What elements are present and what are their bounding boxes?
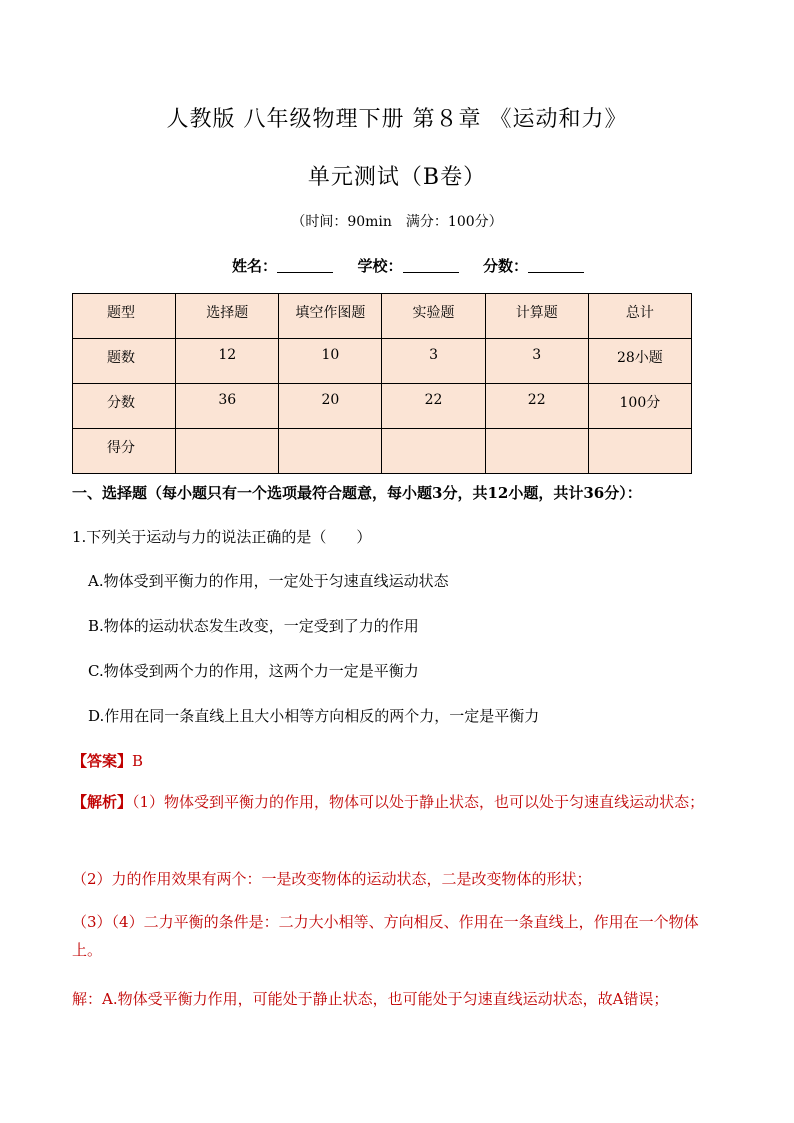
score-table-cell[interactable] [588,429,691,474]
score-table-cell [279,339,382,384]
name-blank[interactable] [277,258,333,273]
score-table-cell-text: 3 [429,347,438,363]
score-table-cell [485,384,588,429]
score-table-cell [588,384,691,429]
analysis-tag: 【解析】 [72,793,133,811]
score-table-cell [588,294,691,339]
document-title: 人教版 八年级物理下册 第８章 《运动和力》 [166,107,628,132]
score-table-cell [382,384,485,429]
analysis-1-text: （1）物体受到平衡力的作用，物体可以处于静止状态，也可以处于匀速直线运动状态； [132,793,705,811]
score-table-cell-text: 12 [218,347,237,363]
score-table-cell-text [279,429,381,437]
score-table-cell-text [382,429,484,437]
score-table-cell [73,384,176,429]
score-table-cell [176,339,279,384]
solution-1: 解：A.物体受平衡力作用，可能处于静止状态，也可能处于匀速直线运动状态，故A错误； [72,990,669,1008]
score-table-row [73,339,692,384]
score-table-cell-text: 计算题 [515,305,558,321]
student-info-fields [232,255,584,276]
answer-value: B [132,752,144,770]
score-table-cell [176,384,279,429]
score-label: 分数： [482,257,528,275]
document-subtitle: 单元测试（B卷） [307,165,487,190]
score-table-cell[interactable] [485,429,588,474]
score-table-cell-text: 题数 [107,350,135,366]
school-blank[interactable] [403,258,459,273]
score-table-row [73,294,692,339]
question-1-stem: 1.下列关于运动与力的说法正确的是（ ） [72,528,372,546]
score-table-cell-text [486,429,588,437]
score-table-cell [73,429,176,474]
score-table-row [73,429,692,474]
score-table-cell [279,294,382,339]
score-table-cell [382,339,485,384]
score-table-cell[interactable] [176,429,279,474]
exam-meta: （时间：90min 满分：100分） [291,214,503,230]
score-table-cell-text: 22 [527,392,546,408]
analysis-3: （3）（4）二力平衡的条件是：二力大小相等、方向相反、作用在一条直线上，作用在一个物体上。 [72,913,699,959]
score-table-cell-text: 实验题 [412,305,455,321]
analysis-2: （2）力的作用效果有两个：一是改变物体的运动状态，二是改变物体的形状； [72,870,592,888]
score-table-cell-text: 总计 [625,305,654,321]
score-table-cell[interactable] [382,429,485,474]
analysis-1 [72,788,726,816]
section-heading: 一、选择题（每小题只有一个选项最符合题意，每小题3分，共12小题，共计36分）： [72,484,642,502]
option-a: A.物体受到平衡力的作用，一定处于匀速直线运动状态 [88,572,449,590]
score-table-row [73,384,692,429]
score-table-cell [382,294,485,339]
answer-line [72,750,143,771]
score-table-cell-text: 10 [321,347,340,363]
score-table-cell-text: 填空作图题 [295,305,366,321]
option-b: B.物体的运动状态发生改变，一定受到了力的作用 [88,617,419,635]
score-table-cell-text: 20 [321,392,340,408]
score-table-cell-text: 28小题 [616,350,663,366]
name-label: 姓名： [232,257,278,275]
answer-tag: 【答案】 [72,752,133,770]
option-c: C.物体受到两个力的作用，这两个力一定是平衡力 [88,662,419,680]
score-table-cell[interactable] [279,429,382,474]
score-table-cell [73,339,176,384]
score-table-cell [176,294,279,339]
score-table-cell-text: 22 [424,392,443,408]
score-table-cell [485,339,588,384]
score-table-cell-text: 选择题 [206,305,249,321]
score-blank[interactable] [528,258,584,273]
score-table-cell [279,384,382,429]
score-table-cell-text [176,429,278,437]
score-table-cell [588,339,691,384]
score-table-cell [73,294,176,339]
score-table-cell-text: 36 [218,392,237,408]
score-table-cell [485,294,588,339]
score-table [72,293,692,474]
score-table-cell-text [589,429,691,437]
score-table-cell-text: 3 [532,347,542,363]
score-table-cell-text: 题型 [107,305,135,321]
school-label: 学校： [357,257,403,275]
score-table-cell-text: 100分 [619,395,661,411]
option-d: D.作用在同一条直线上且大小相等方向相反的两个力，一定是平衡力 [88,707,540,725]
score-table-cell-text: 得分 [107,440,135,456]
score-table-cell-text: 分数 [107,395,135,411]
